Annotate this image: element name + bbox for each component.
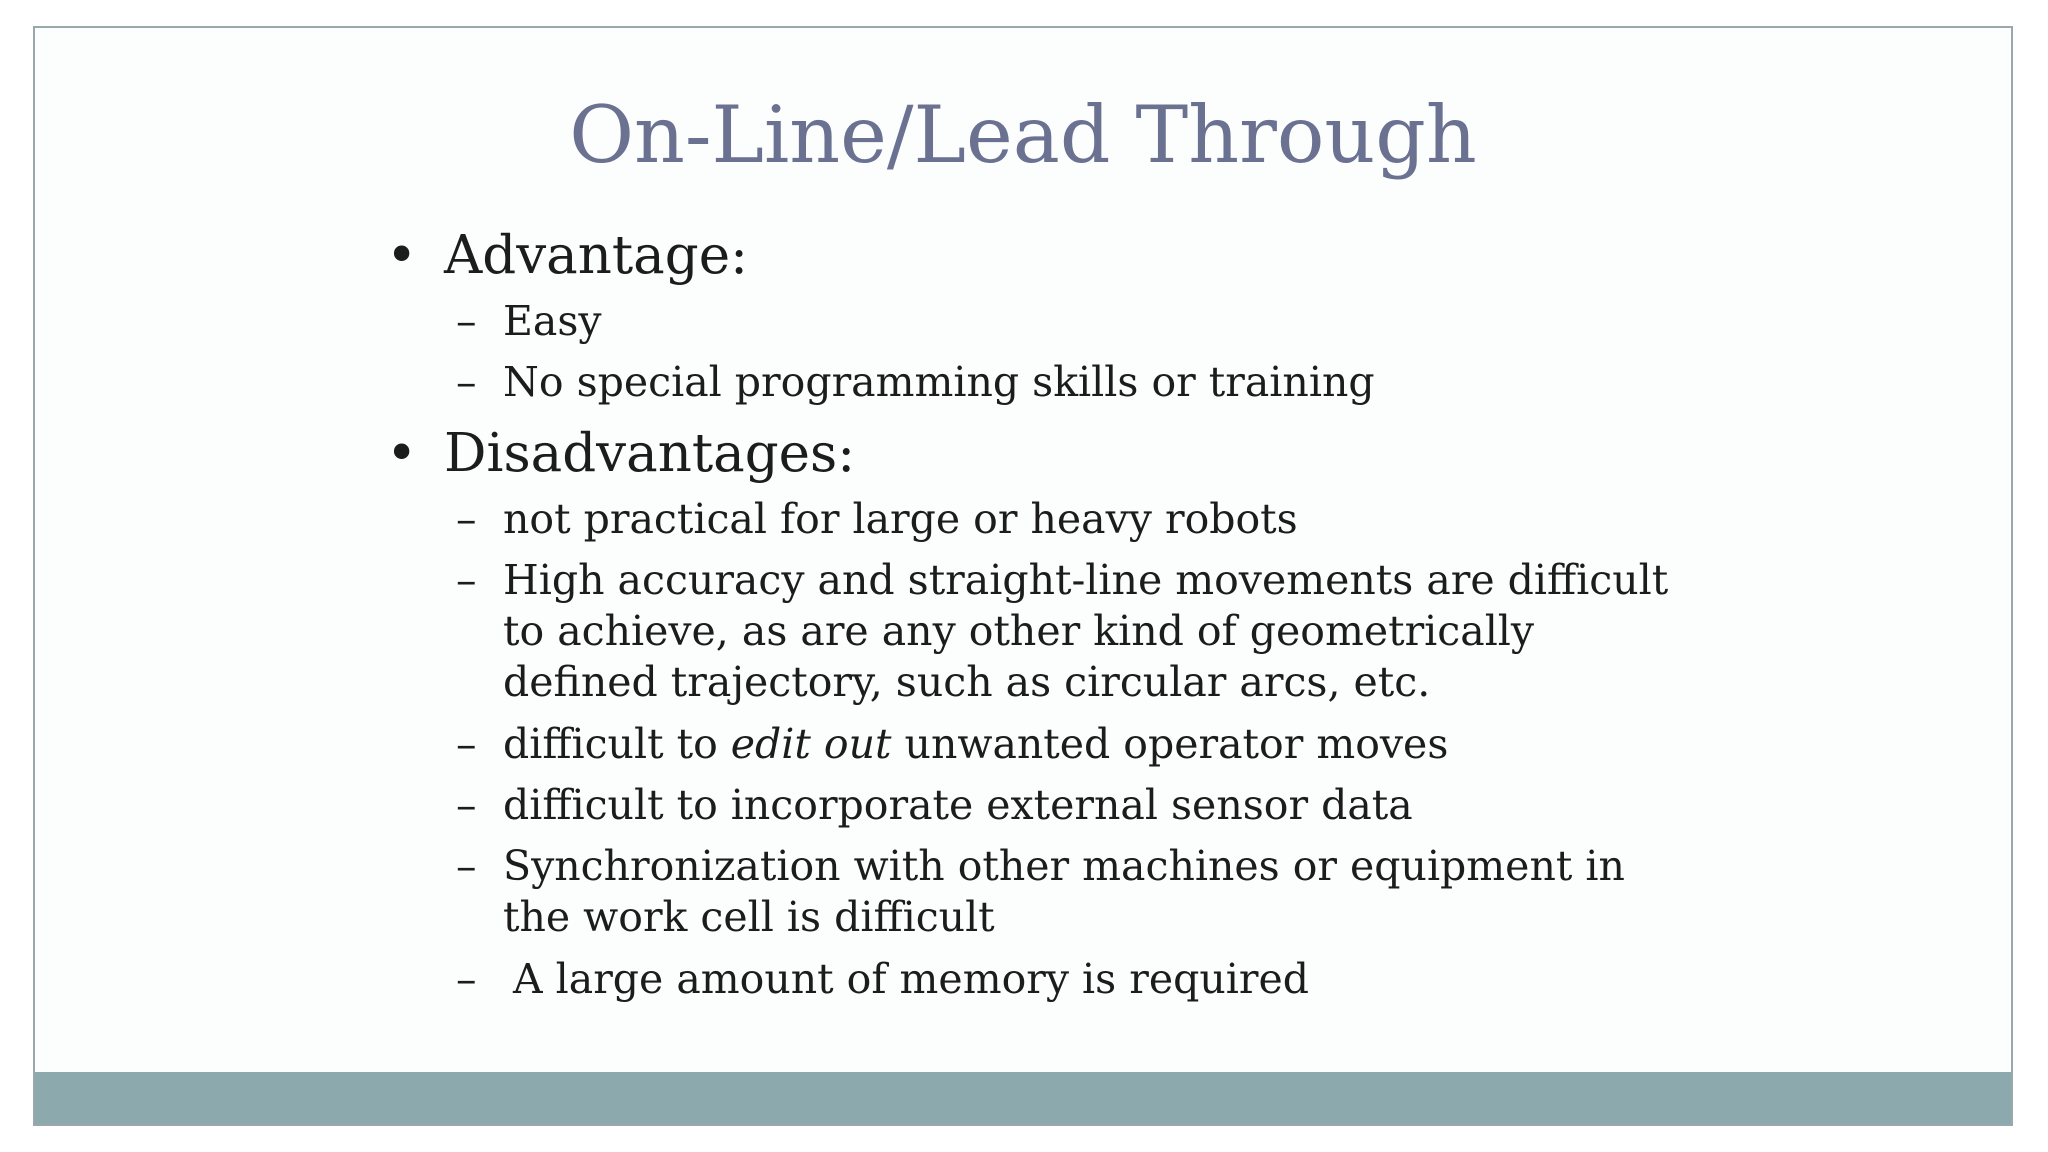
list-item: [386, 296, 1686, 347]
bullet-advantage: [386, 224, 1686, 288]
list-item: [386, 780, 1686, 831]
bullet-heading-advantage: Advantage:: [444, 225, 748, 286]
list-item: [386, 954, 1686, 1005]
list-item: [386, 357, 1686, 408]
dash-glyph: –: [456, 296, 477, 345]
bullet-glyph: •: [386, 225, 418, 286]
emphasized-text: edit out: [730, 719, 892, 768]
dash-glyph: –: [456, 494, 477, 543]
slide: [33, 26, 2013, 1126]
list-item: [386, 555, 1686, 709]
list-item-text: No special programming skills or training: [503, 357, 1375, 406]
bullet-glyph: •: [386, 423, 418, 485]
bullet-disadvantages: [386, 422, 1686, 486]
bullet-heading-disadvantages: Disadvantages:: [444, 423, 856, 485]
slide-title: On-Line/Lead Through: [569, 89, 1477, 181]
list-item-text: Synchronization with other machines or equipment in the work cell is difficult: [503, 842, 1625, 942]
dash-glyph: –: [456, 555, 477, 604]
text-before: difficult to: [503, 719, 731, 768]
list-item: [386, 494, 1686, 545]
list-item: [386, 841, 1686, 944]
advantage-list: [386, 296, 1686, 409]
dash-glyph: –: [456, 719, 477, 768]
text-after: unwanted operator moves: [891, 719, 1449, 768]
disadvantages-list: [386, 494, 1686, 1005]
list-item-text: Easy: [503, 296, 602, 345]
list-item: [386, 719, 1686, 770]
list-item-text: difficult to incorporate external sensor data: [503, 780, 1413, 829]
dash-glyph: –: [456, 842, 477, 891]
dash-glyph: –: [456, 954, 477, 1003]
dash-glyph: –: [456, 357, 477, 406]
list-item-text: High accuracy and straight-line movements are difficult to achieve, as are any other kind of geometrically defined trajectory, such as circular arcs, etc.: [503, 555, 1669, 707]
list-item-text: A large amount of memory is required: [513, 954, 1309, 1003]
list-item-text: [503, 720, 1448, 768]
footer-bar: [35, 1072, 2011, 1124]
list-item-text: not practical for large or heavy robots: [503, 494, 1298, 543]
slide-content: [386, 224, 1686, 1019]
dash-glyph: –: [456, 780, 477, 829]
